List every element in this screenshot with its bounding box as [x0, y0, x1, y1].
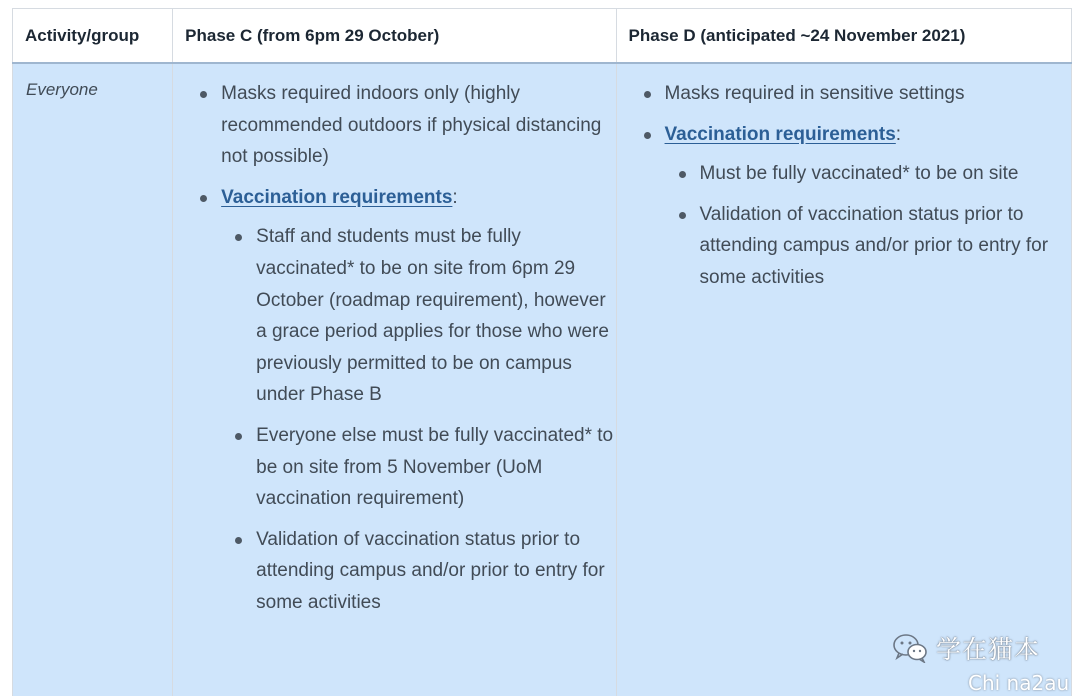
phase-c-sub-list: [221, 221, 614, 618]
list-item: [700, 158, 1070, 190]
watermark-text: 学在猫本: [936, 636, 1041, 664]
phase-c-masks-text: Masks required indoors only (highly recommended outdoors if physical distancing not possible): [221, 83, 602, 168]
list-item: [700, 199, 1070, 294]
phase-c-cell: [173, 63, 616, 696]
list-item: [256, 221, 614, 411]
group-cell: Everyone: [13, 63, 173, 696]
sub-item-text: Staff and students must be fully vaccinated* to be on site from 6pm 29 October (roadmap requirement), however a grace period applies for those who were previously permitted to be on campus under Phase B: [256, 226, 609, 406]
sub-item-text: Must be fully vaccinated* to be on site: [699, 163, 1019, 185]
header-phase-d: Phase D (anticipated ~24 November 2021): [616, 9, 1071, 64]
table-row: [13, 63, 1072, 696]
list-item-masks: [221, 78, 614, 173]
phase-d-list: [618, 78, 1070, 294]
colon: :: [452, 186, 458, 208]
list-item: [256, 420, 614, 515]
sub-item-text: Validation of vaccination status prior to attending campus and/or prior to entry for some activities: [699, 203, 1049, 288]
list-item-masks: [665, 78, 1070, 110]
phase-d-masks-text: Masks required in sensitive settings: [664, 83, 965, 104]
list-item-vaccination: [221, 182, 614, 619]
phase-table: [12, 8, 1072, 696]
wechat-icon: [892, 633, 928, 663]
table-header-row: [13, 9, 1072, 64]
list-item-vaccination: [665, 119, 1070, 294]
header-phase-c: Phase C (from 6pm 29 October): [173, 9, 616, 64]
phase-d-cell: [616, 63, 1071, 696]
phase-c-list: [174, 78, 614, 619]
phase-d-sub-list: [665, 158, 1070, 293]
list-item: [256, 524, 614, 619]
vaccination-requirements-link[interactable]: Vaccination requirements: [221, 186, 453, 208]
sub-item-text: Everyone else must be fully vaccinated* to be on site from 5 November (UoM vaccination requirement): [256, 424, 614, 510]
colon: :: [895, 123, 902, 145]
header-activity-group: Activity/group: [13, 9, 173, 64]
sub-item-text: Validation of vaccination status prior to attending campus and/or prior to entry for some activities: [256, 528, 605, 613]
watermark-url: Chi na2au: [968, 671, 1070, 695]
vaccination-requirements-link[interactable]: Vaccination requirements: [664, 123, 896, 145]
watermark: [892, 630, 1040, 666]
